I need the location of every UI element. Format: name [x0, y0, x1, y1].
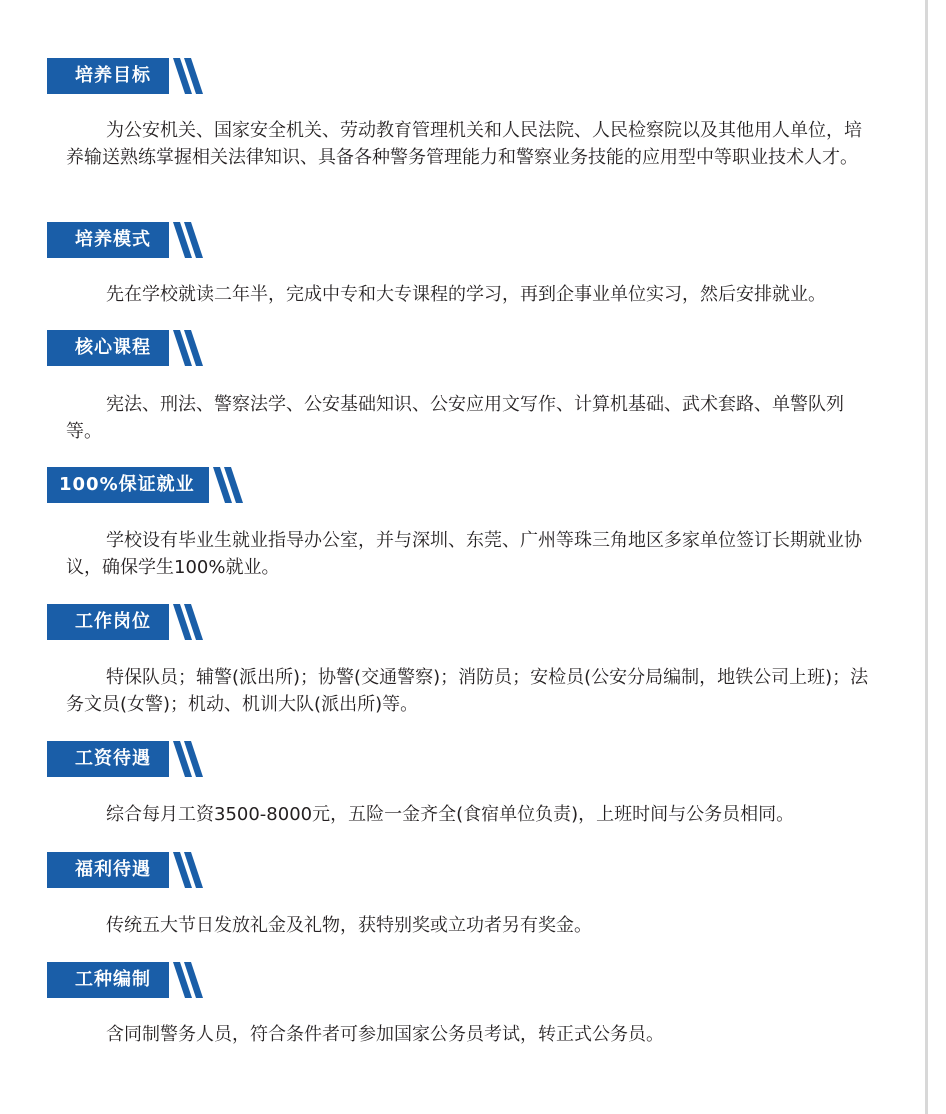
double-slash-icon: [171, 330, 207, 366]
section-body-job-establishment: 含同制警务人员，符合条件者可参加国家公务员考试，转正式公务员。: [106, 1024, 664, 1045]
section-body-core-courses: 宪法、刑法、警察法学、公安基础知识、公安应用文写作、计算机基础、武术套路、单警队列等。: [66, 394, 844, 442]
section-body-employment-guarantee: 学校设有毕业生就业指导办公室，并与深圳、东莞、广州等珠三角地区多家单位签订长期就业协议，确保学生100%就业。: [66, 530, 862, 578]
section-body-job-positions: 特保队员；辅警(派出所)；协警(交通警察)；消防员；安检员(公安分局编制，地铁公司上班)；法务文员(女警)；机动、机训大队(派出所)等。: [66, 667, 869, 715]
section-heading-label: 工作岗位: [47, 604, 169, 640]
section-body-training-goal: 为公安机关、国家安全机关、劳动教育管理机关和人民法院、人民检察院以及其他用人单位，培养输送熟练掌握相关法律知识、具备各种警务管理能力和警察业务技能的应用型中等职业技术人才。: [66, 120, 862, 168]
section-heading-label: 100%保证就业: [47, 467, 209, 503]
section-heading-label: 工资待遇: [47, 741, 169, 777]
section-heading-job-establishment: [47, 962, 207, 998]
section-heading-employment-guarantee: [47, 467, 247, 503]
section-heading-core-courses: [47, 330, 207, 366]
double-slash-icon: [171, 852, 207, 888]
section-heading-training-mode: [47, 222, 207, 258]
section-heading-label: 工种编制: [47, 962, 169, 998]
page-edge-rule: [925, 0, 928, 1114]
double-slash-icon: [171, 962, 207, 998]
section-body-benefits: 传统五大节日发放礼金及礼物，获特别奖或立功者另有奖金。: [106, 915, 592, 936]
double-slash-icon: [171, 741, 207, 777]
section-heading-benefits: [47, 852, 207, 888]
section-heading-salary: [47, 741, 207, 777]
double-slash-icon: [211, 467, 247, 503]
section-heading-label: 培养目标: [47, 58, 169, 94]
section-heading-job-positions: [47, 604, 207, 640]
section-heading-label: 福利待遇: [47, 852, 169, 888]
section-body-salary: 综合每月工资3500-8000元，五险一金齐全(食宿单位负责)，上班时间与公务员相同。: [106, 804, 795, 825]
section-body-training-mode: 先在学校就读二年半，完成中专和大专课程的学习，再到企事业单位实习，然后安排就业。: [106, 284, 826, 305]
double-slash-icon: [171, 222, 207, 258]
section-heading-training-goal: [47, 58, 207, 94]
double-slash-icon: [171, 58, 207, 94]
section-heading-label: 培养模式: [47, 222, 169, 258]
section-heading-label: 核心课程: [47, 330, 169, 366]
double-slash-icon: [171, 604, 207, 640]
